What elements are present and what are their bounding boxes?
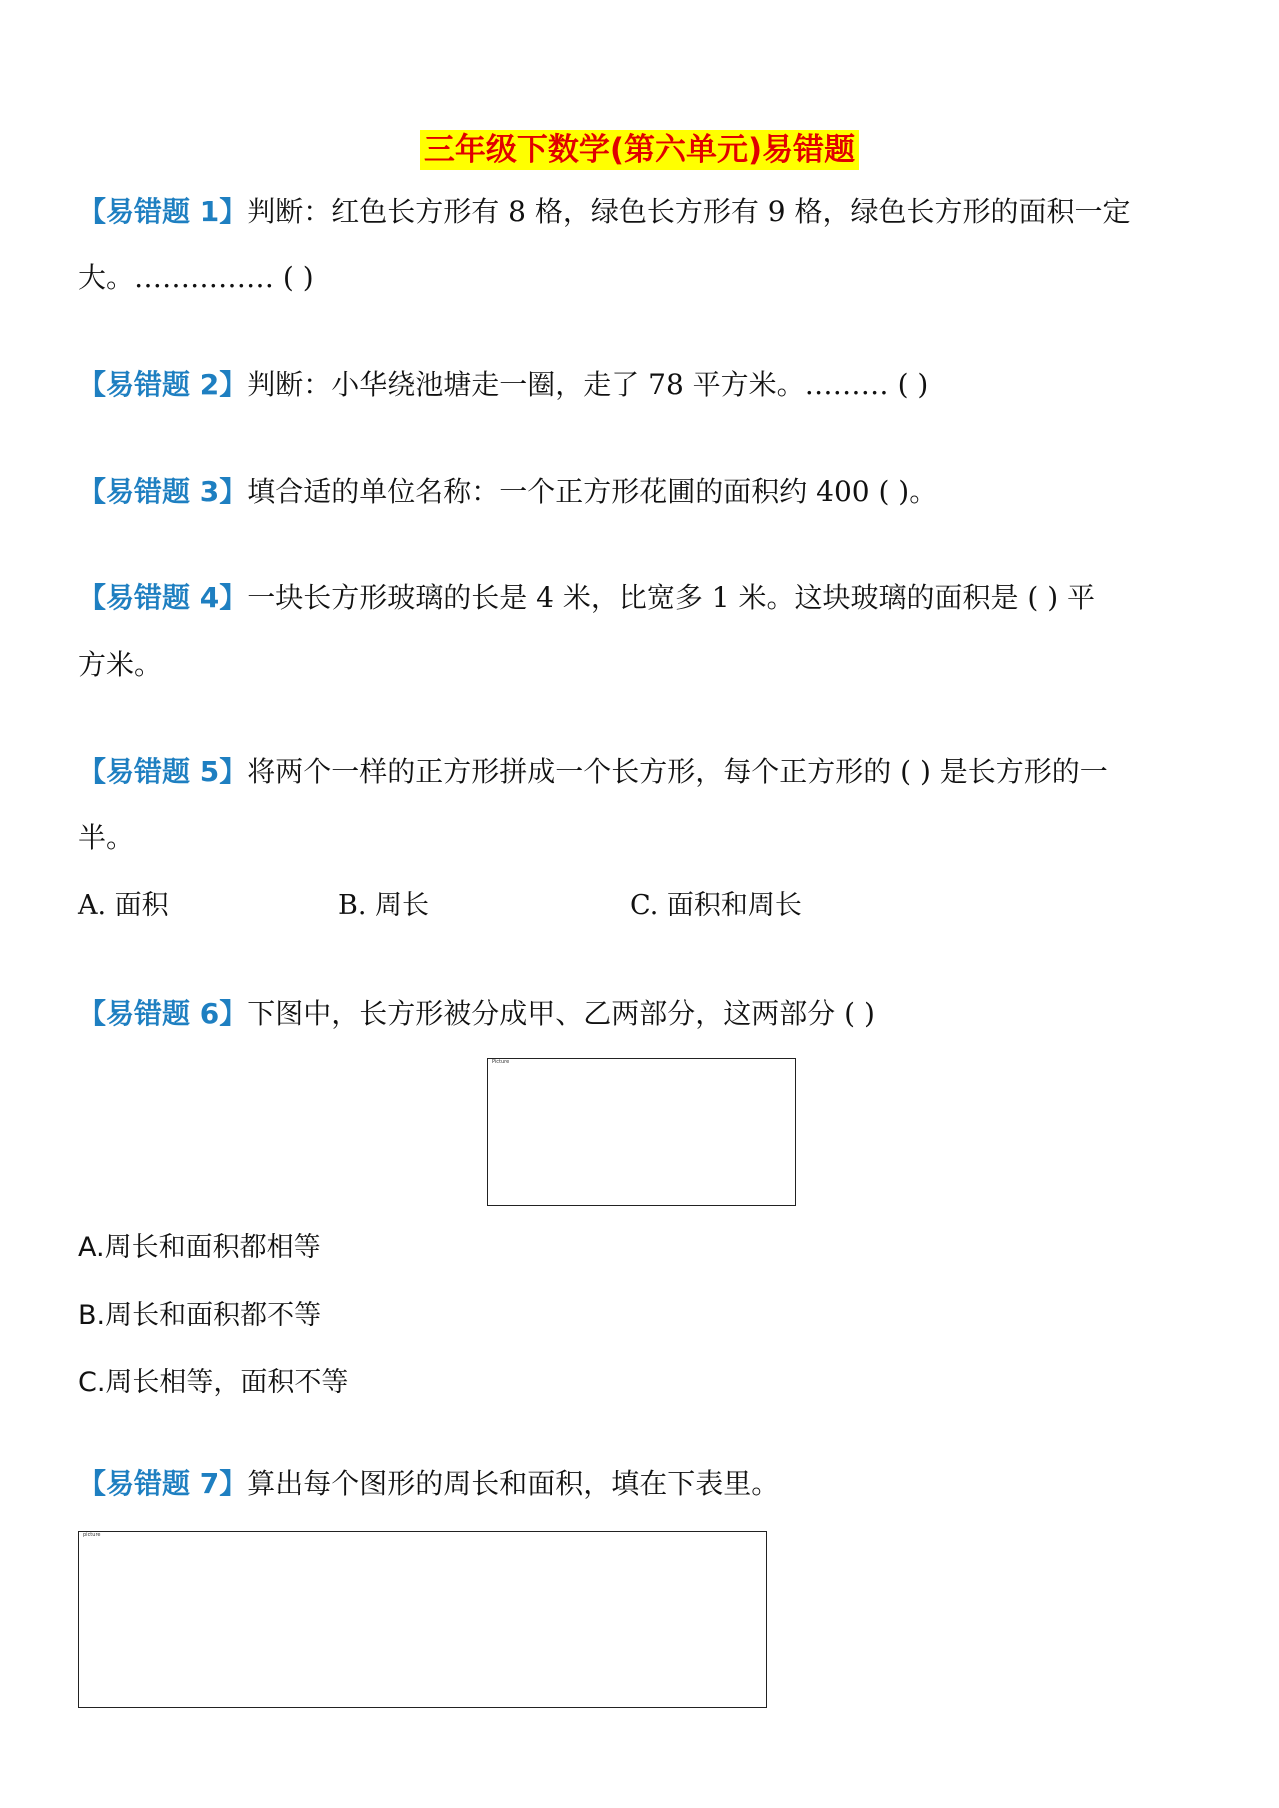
question-text: 一块长方形玻璃的长是 4 米，比宽多 1 米。这块玻璃的面积是 ( ) 平 — [247, 581, 1096, 614]
figure-label: Picture — [492, 1059, 510, 1065]
question-5-continued: 半。 — [78, 821, 135, 854]
option-a: A. 面积 — [78, 890, 169, 921]
option-c: C. 面积和周长 — [630, 890, 802, 921]
option-a: A.周长和面积都相等 — [78, 1232, 321, 1263]
question-text: 下图中，长方形被分成甲、乙两部分，这两部分 ( ) — [247, 997, 875, 1030]
question-4-continued: 方米。 — [78, 648, 163, 681]
question-6 — [78, 994, 875, 1034]
question-1 — [78, 192, 1130, 232]
question-tag: 【易错题 3】 — [78, 475, 248, 508]
question-tag: 【易错题 4】 — [78, 581, 248, 614]
figure-table-image — [78, 1531, 767, 1708]
question-text: 判断：红色长方形有 8 格，绿色长方形有 9 格，绿色长方形的面积一定 — [247, 195, 1131, 228]
question-4 — [78, 578, 1095, 618]
question-tag: 【易错题 1】 — [78, 195, 248, 228]
question-tag: 【易错题 5】 — [78, 755, 248, 788]
option-b: B. 周长 — [338, 890, 430, 921]
option-c: C.周长相等，面积不等 — [78, 1367, 349, 1398]
option-b: B.周长和面积都不等 — [78, 1300, 322, 1331]
question-text: 将两个一样的正方形拼成一个长方形，每个正方形的 ( ) 是长方形的一 — [247, 755, 1108, 788]
question-2 — [78, 365, 928, 405]
question-tag: 【易错题 6】 — [78, 997, 248, 1030]
figure-rectangle — [487, 1058, 796, 1206]
question-5 — [78, 752, 1108, 792]
question-tag: 【易错题 7】 — [78, 1467, 248, 1500]
question-3 — [78, 472, 937, 512]
question-1-continued: 大。…………… ( ) — [78, 261, 314, 294]
question-text: 判断：小华绕池塘走一圈，走了 78 平方米。……… ( ) — [247, 368, 929, 401]
page-title-text: 三年级下数学(第六单元)易错题 — [420, 130, 859, 170]
question-text: 算出每个图形的周长和面积，填在下表里。 — [247, 1467, 780, 1500]
question-tag: 【易错题 2】 — [78, 368, 248, 401]
question-text: 填合适的单位名称：一个正方形花圃的面积约 400 ( )。 — [247, 475, 938, 508]
page-title — [0, 124, 1279, 169]
figure-label: picture — [83, 1532, 101, 1538]
question-7 — [78, 1464, 779, 1504]
